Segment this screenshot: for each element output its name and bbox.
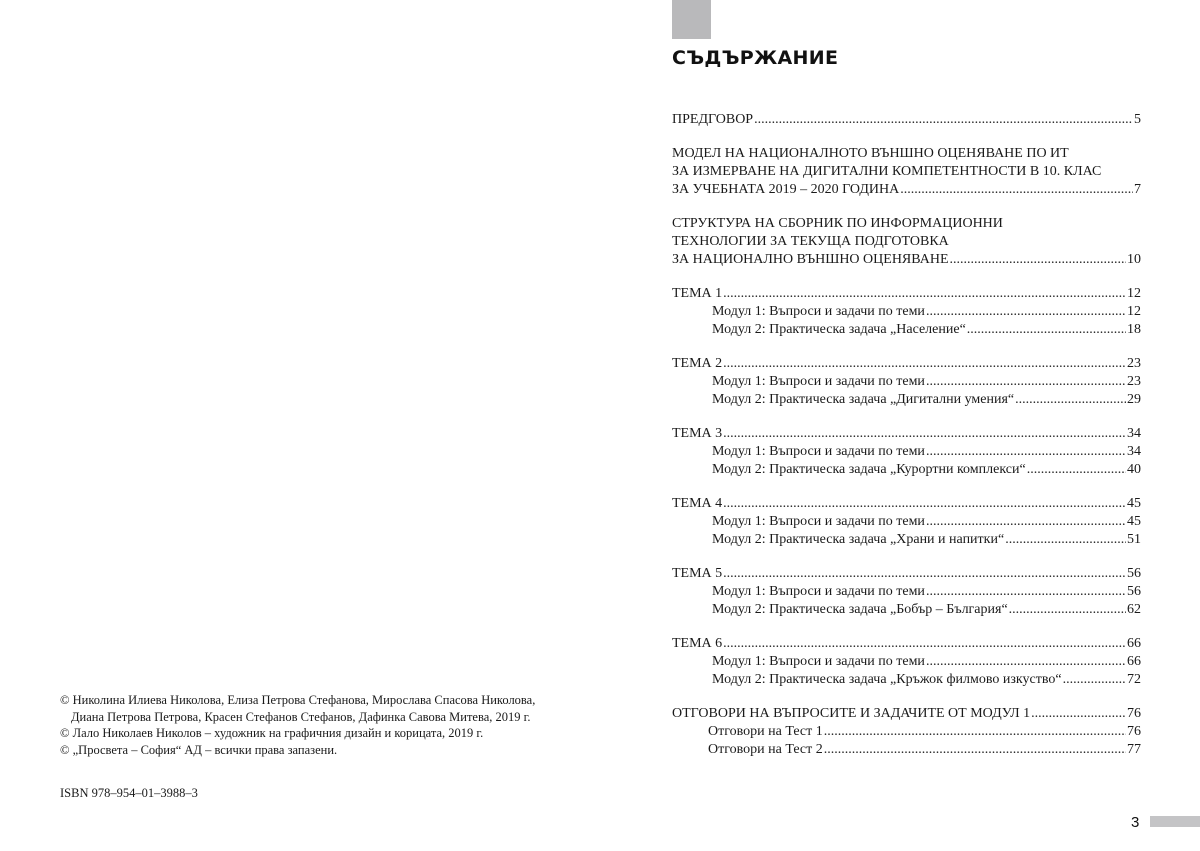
toc-page-number: 18 (1127, 322, 1141, 337)
toc-entry-title: ЗА НАЦИОНАЛНО ВЪНШНО ОЦЕНЯВАНЕ (672, 252, 949, 267)
topics-list (672, 285, 1141, 689)
toc-entry-title: Модул 1: Въпроси и задачи по теми (712, 374, 925, 389)
toc-entry-topic[interactable] (672, 355, 1141, 373)
toc-entry-module[interactable] (672, 391, 1141, 409)
toc-entry-answer-test[interactable] (672, 741, 1141, 759)
dot-leader (1063, 671, 1126, 689)
toc-entry-module[interactable] (672, 531, 1141, 549)
toc-entry-module[interactable] (672, 653, 1141, 671)
dot-leader (900, 181, 1133, 199)
toc-entry-title: ЗА УЧЕБНАТА 2019 – 2020 ГОДИНА (672, 182, 900, 197)
toc-entry-topic[interactable] (672, 635, 1141, 653)
toc-entry-module[interactable] (672, 373, 1141, 391)
toc-entry-title: ТЕМА 1 (672, 286, 723, 301)
copyright-notice (60, 692, 560, 758)
toc-page-number: 56 (1127, 584, 1141, 599)
toc-page-number: 45 (1127, 514, 1141, 529)
toc-entry-model-line[interactable]: ЗА ИЗМЕРВАНЕ НА ДИГИТАЛНИ КОМПЕТЕНТНОСТИ В 10. КЛАС (672, 164, 1102, 179)
isbn: ISBN 978–954–01–3988–3 (60, 786, 198, 800)
toc-page-number: 34 (1127, 426, 1141, 441)
toc-entry-title: ПРЕДГОВОР (672, 112, 754, 127)
dot-leader (754, 111, 1133, 129)
toc-page-number: 76 (1127, 706, 1141, 721)
toc-entry-structure-line[interactable]: ТЕХНОЛОГИИ ЗА ТЕКУЩА ПОДГОТОВКА (672, 234, 949, 249)
copyright-line: Диана Петрова Петрова, Красен Стефанов Стефанов, Дафинка Савова Митева, 2019 г. (71, 709, 531, 724)
page-number: 3 (1131, 814, 1140, 831)
toc-entry-title: Модул 2: Практическа задача „Курортни комплекси“ (712, 462, 1026, 477)
toc-entry-model-line[interactable]: МОДЕЛ НА НАЦИОНАЛНОТО ВЪНШНО ОЦЕНЯВАНЕ ПО ИТ (672, 146, 1069, 161)
toc-page-number: 66 (1127, 654, 1141, 669)
toc-title: СЪДЪРЖАНИЕ (672, 47, 839, 69)
toc-entry-module[interactable] (672, 321, 1141, 339)
dot-leader (967, 321, 1126, 339)
toc-entry-module[interactable] (672, 443, 1141, 461)
toc-page-number: 29 (1127, 392, 1141, 407)
dot-leader (926, 653, 1126, 671)
dot-leader (723, 285, 1126, 303)
dot-leader (723, 635, 1126, 653)
dot-leader (723, 495, 1126, 513)
dot-leader (926, 373, 1126, 391)
toc-page-number: 23 (1127, 374, 1141, 389)
copyright-line: © Лало Николаев Николов – художник на графичния дизайн и корицата, 2019 г. (60, 726, 484, 740)
dot-leader (723, 565, 1126, 583)
toc-entry-title: ТЕМА 2 (672, 356, 723, 371)
toc-entry-title: Модул 1: Въпроси и задачи по теми (712, 654, 925, 669)
toc-entry-title: Модул 2: Практическа задача „Бобър – България“ (712, 602, 1008, 617)
toc-entry-preface[interactable] (672, 111, 1141, 129)
toc-page-number: 77 (1127, 742, 1141, 757)
toc-entry-module[interactable] (672, 671, 1141, 689)
toc-entry-module[interactable] (672, 583, 1141, 601)
copyright-line: © „Просвета – София“ АД – всички права запазени. (60, 742, 338, 757)
dot-leader (926, 513, 1126, 531)
toc-entry-title: Модул 1: Въпроси и задачи по теми (712, 584, 925, 599)
toc-page-number: 34 (1127, 444, 1141, 459)
toc-page-number: 10 (1127, 252, 1141, 267)
toc-entry-title: Модул 1: Въпроси и задачи по теми (712, 444, 925, 459)
toc-entry-topic[interactable] (672, 495, 1141, 513)
dot-leader (950, 251, 1127, 269)
dot-leader (824, 741, 1126, 759)
toc-entry-title: Модул 1: Въпроси и задачи по теми (712, 304, 925, 319)
toc-entry-module[interactable] (672, 303, 1141, 321)
toc-entry-title: Модул 2: Практическа задача „Кръжок филмово изкуство“ (712, 672, 1062, 687)
toc-page-number: 5 (1134, 112, 1141, 127)
dot-leader (926, 583, 1126, 601)
toc-entry-title: ОТГОВОРИ НА ВЪПРОСИТЕ И ЗАДАЧИТЕ ОТ МОДУЛ 1 (672, 706, 1031, 721)
toc-entry-answer-test[interactable] (672, 723, 1141, 741)
dot-leader (926, 443, 1126, 461)
toc-page-number: 23 (1127, 356, 1141, 371)
toc-entry-title: ТЕМА 4 (672, 496, 723, 511)
toc-entry-module[interactable] (672, 513, 1141, 531)
toc-page-number: 62 (1127, 602, 1141, 617)
dot-leader (824, 723, 1126, 741)
toc-entry-title: Модул 2: Практическа задача „Население“ (712, 322, 966, 337)
toc-page-number: 12 (1127, 286, 1141, 301)
toc-page-number: 12 (1127, 304, 1141, 319)
toc-page-number: 40 (1127, 462, 1141, 477)
toc-page-number: 72 (1127, 672, 1141, 687)
toc-entry-structure-line[interactable]: СТРУКТУРА НА СБОРНИК ПО ИНФОРМАЦИОННИ (672, 216, 1003, 231)
toc-entry-structure[interactable] (672, 251, 1141, 269)
toc-entry-topic[interactable] (672, 565, 1141, 583)
toc-entry-title: ТЕМА 3 (672, 426, 723, 441)
copyright-line: © Николина Илиева Николова, Елиза Петрова Стефанова, Мирослава Спасова Николова, (60, 693, 536, 707)
toc-entry-title: ТЕМА 6 (672, 636, 723, 651)
toc-page-number: 51 (1127, 532, 1141, 547)
toc-page-number: 66 (1127, 636, 1141, 651)
dot-leader (1031, 705, 1126, 723)
toc-entry-answers[interactable] (672, 705, 1141, 723)
toc-entry-title: Модул 2: Практическа задача „Дигитални умения“ (712, 392, 1015, 407)
toc-entry-title: ТЕМА 5 (672, 566, 723, 581)
page-tab-marker (1150, 816, 1200, 827)
dot-leader (1009, 601, 1126, 619)
toc-entry-title: Отговори на Тест 2 (708, 742, 823, 757)
dot-leader (1005, 531, 1126, 549)
toc-entry-module[interactable] (672, 601, 1141, 619)
toc-entry-topic[interactable] (672, 285, 1141, 303)
toc-entry-module[interactable] (672, 461, 1141, 479)
toc-page-number: 76 (1127, 724, 1141, 739)
toc-entry-model[interactable] (672, 181, 1141, 199)
toc-entry-title: Отговори на Тест 1 (708, 724, 823, 739)
dot-leader (1027, 461, 1126, 479)
toc-page-number: 56 (1127, 566, 1141, 581)
dot-leader (723, 425, 1126, 443)
corner-decoration (672, 0, 711, 39)
toc-entry-title: Модул 1: Въпроси и задачи по теми (712, 514, 925, 529)
dot-leader (1015, 391, 1126, 409)
table-of-contents (672, 111, 1141, 759)
dot-leader (723, 355, 1126, 373)
toc-entry-topic[interactable] (672, 425, 1141, 443)
toc-entry-title: Модул 2: Практическа задача „Храни и напитки“ (712, 532, 1005, 547)
toc-page-number: 7 (1134, 182, 1141, 197)
dot-leader (926, 303, 1126, 321)
toc-page-number: 45 (1127, 496, 1141, 511)
